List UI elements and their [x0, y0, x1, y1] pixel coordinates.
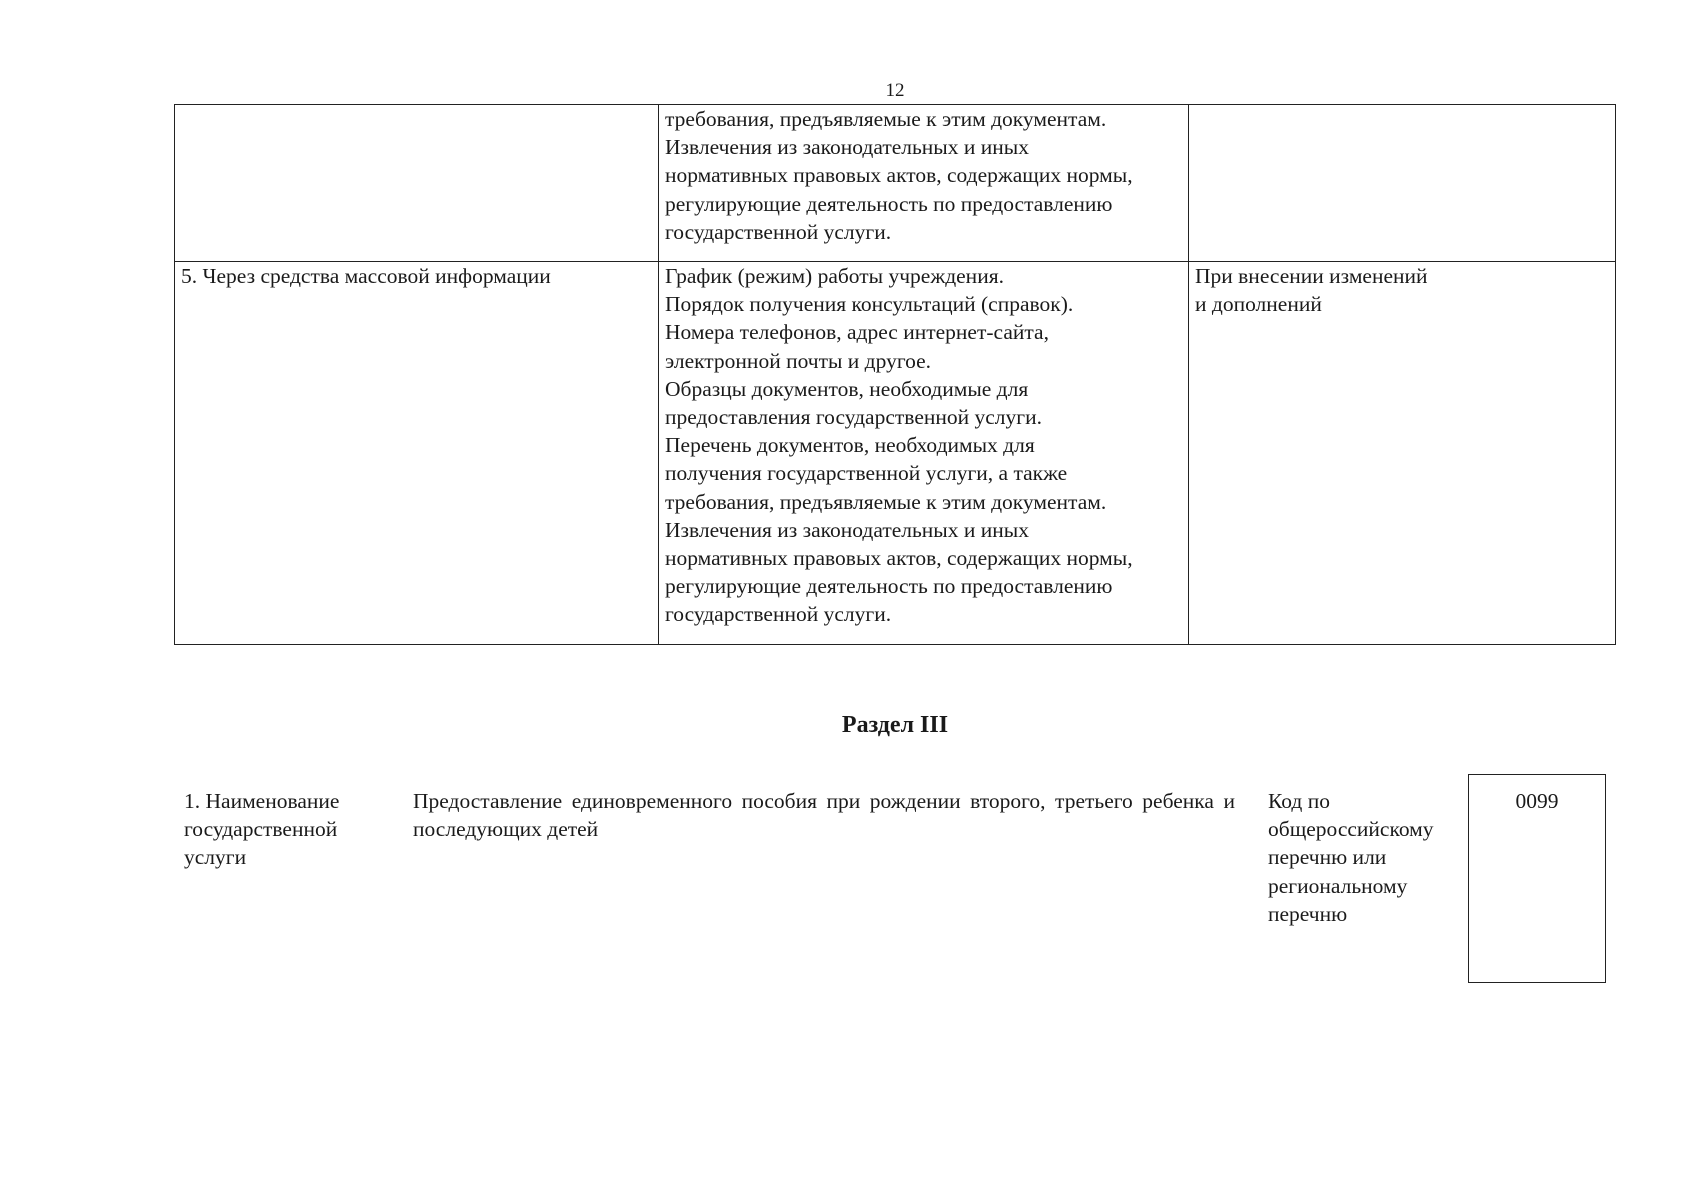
- content-line: График (режим) работы учреждения.: [665, 264, 1004, 288]
- content-line: регулирующие деятельность по предоставлению: [665, 574, 1113, 599]
- frequency-line: и дополнений: [1195, 292, 1322, 317]
- service-name-label: [184, 787, 384, 872]
- label-line: 1. Наименование: [184, 789, 340, 813]
- label-line: общероссийскому: [1268, 817, 1434, 842]
- cell-method: [175, 105, 659, 262]
- label-line: перечню или: [1268, 845, 1387, 870]
- cell-method: [175, 262, 659, 645]
- content-line: государственной услуги.: [665, 602, 892, 627]
- content-line: электронной почты и другое.: [665, 348, 932, 373]
- cell-content: [659, 105, 1189, 262]
- content-line: государственной услуги.: [665, 219, 892, 244]
- label-line: перечню: [1268, 901, 1348, 926]
- cell-frequency: [1189, 105, 1616, 262]
- content-line: Извлечения из законодательных и иных: [665, 135, 1029, 160]
- content-line: Извлечения из законодательных и иных: [665, 517, 1029, 542]
- content-line: Перечень документов, необходимых для: [665, 433, 1035, 458]
- cell-content: [659, 262, 1189, 645]
- content-line: требования, предъявляемые к этим документам.: [665, 489, 1107, 514]
- section-title: Раздел III: [841, 712, 949, 738]
- registry-code-box: [1468, 774, 1606, 983]
- page-number: 12: [885, 80, 905, 101]
- method-text: 5. Через средства массовой информации: [181, 264, 551, 288]
- content-line: Порядок получения консультаций (справок).: [665, 292, 1074, 317]
- content-line: нормативных правовых актов, содержащих нормы,: [665, 546, 1133, 571]
- label-line: услуги: [184, 845, 247, 870]
- label-line: Код по: [1268, 789, 1330, 813]
- content-line: предоставления государственной услуги.: [665, 405, 1042, 430]
- registry-code-label: [1268, 787, 1468, 928]
- label-line: государственной: [184, 817, 338, 842]
- content-line: регулирующие деятельность по предоставлению: [665, 191, 1113, 216]
- content-line: нормативных правовых актов, содержащих нормы,: [665, 163, 1133, 188]
- information-table: [174, 104, 1616, 645]
- frequency-line: При внесении изменений: [1195, 264, 1428, 288]
- content-line: требования, предъявляемые к этим документам.: [665, 107, 1107, 131]
- cell-frequency: [1189, 262, 1616, 645]
- content-line: получения государственной услуги, а также: [665, 461, 1068, 486]
- registry-code-value: 0099: [1515, 789, 1559, 813]
- label-line: региональному: [1268, 873, 1408, 898]
- service-name-value: Предоставление единовременного пособия при рождении второго, третьего ребенка и последующих детей: [413, 789, 1235, 842]
- table-row-mass-media: [175, 262, 1616, 645]
- table-row-continued: [175, 105, 1616, 262]
- content-line: Номера телефонов, адрес интернет-сайта,: [665, 320, 1049, 345]
- content-line: Образцы документов, необходимые для: [665, 376, 1029, 401]
